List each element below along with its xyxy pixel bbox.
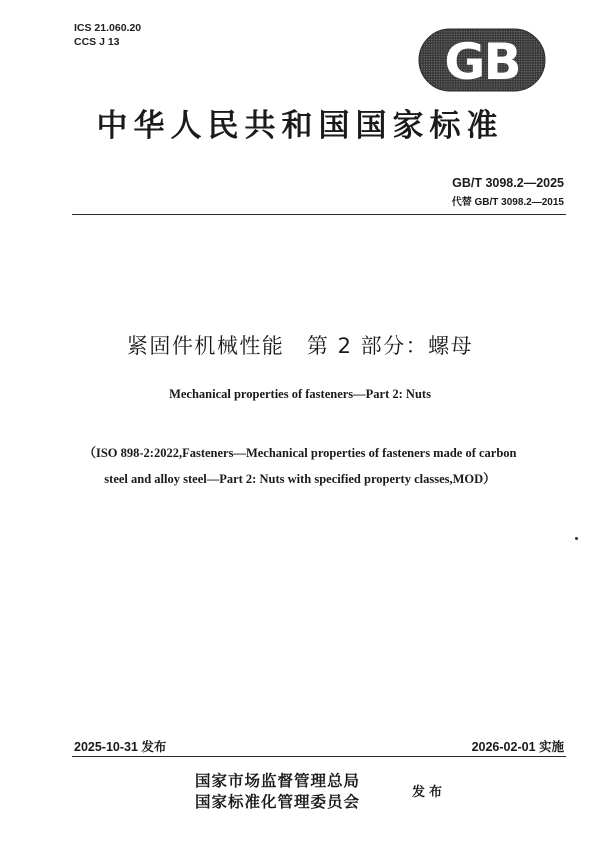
english-title: Mechanical properties of fasteners—Part 2: Nuts bbox=[169, 387, 431, 401]
standard-number: GB/T 3098.2—2025 bbox=[452, 176, 564, 190]
scan-speck bbox=[575, 537, 578, 540]
iso-reference-line-2: steel and alloy steel—Part 2: Nuts with specified property classes,MOD） bbox=[104, 472, 496, 486]
replaces-standard: 代替 GB/T 3098.2—2015 bbox=[451, 197, 564, 208]
gb-logo-letters: GB bbox=[444, 33, 520, 91]
iso-reference-line-1: （ISO 898-2:2022,Fasteners—Mechanical properties of fasteners made of carbon bbox=[83, 446, 517, 460]
classification-codes bbox=[74, 21, 141, 49]
ccs-code: CCS J 13 bbox=[74, 36, 120, 48]
issue-date: 2025-10-31 发布 bbox=[74, 740, 167, 754]
publishing-authorities bbox=[195, 771, 360, 813]
gb-logo bbox=[418, 28, 546, 92]
bottom-divider bbox=[72, 756, 566, 757]
ics-code: ICS 21.060.20 bbox=[74, 22, 142, 34]
publish-label: 发布 bbox=[412, 785, 447, 800]
top-divider bbox=[72, 214, 566, 215]
iso-reference bbox=[40, 440, 560, 492]
implementation-date: 2026-02-01 实施 bbox=[471, 740, 564, 754]
chinese-title: 紧固件机械性能 第 2 部分：螺母 bbox=[126, 334, 474, 358]
publisher-sac: 国家标准化管理委员会 bbox=[195, 793, 361, 811]
country-standard-heading: 中华人民共和国国家标准 bbox=[96, 108, 504, 144]
publisher-samr: 国家市场监督管理总局 bbox=[195, 772, 361, 790]
